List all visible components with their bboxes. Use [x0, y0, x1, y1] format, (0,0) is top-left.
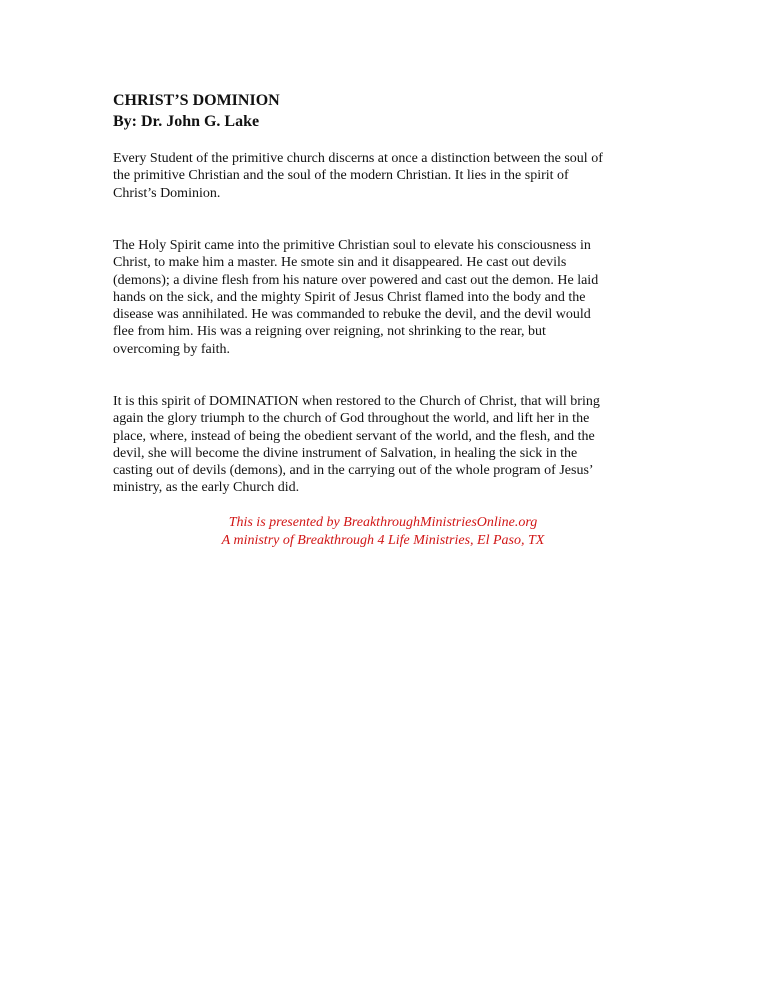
- paragraph-line: disease was annihilated. He was commanded to rebuke the devil, and the devil would: [113, 307, 591, 323]
- paragraph-line: place, where, instead of being the obedient servant of the world, and the flesh, and the: [113, 428, 595, 444]
- paragraph-line: the primitive Christian and the soul of the modern Christian. It lies in the spirit of: [113, 168, 569, 184]
- paragraph-line: casting out of devils (demons), and in the carrying out of the whole program of Jesus’: [113, 463, 594, 479]
- paragraph-line: Every Student of the primitive church discerns at once a distinction between the soul of: [113, 151, 603, 166]
- paragraph-line: ministry, as the early Church did.: [113, 480, 300, 496]
- paragraph-line: Christ, to make him a master. He smote sin and it disappeared. He cast out devils: [113, 255, 567, 271]
- paragraph-line: again the glory triumph to the church of God throughout the world, and lift her in the: [113, 411, 590, 427]
- footer-credit: [113, 514, 653, 549]
- paragraph-line: overcoming by faith.: [113, 341, 231, 357]
- paragraph-3: [113, 393, 653, 497]
- paragraph-line: hands on the sick, and the mighty Spirit of Jesus Christ flamed into the body and the: [113, 289, 586, 305]
- paragraph-2: [113, 237, 653, 358]
- paragraph-line: The Holy Spirit came into the primitive Christian soul to elevate his consciousness in: [113, 238, 591, 253]
- footer-line-website: This is presented by BreakthroughMinistriesOnline.org: [228, 515, 538, 530]
- paragraph-line: flee from him. His was a reigning over reigning, not shrinking to the rear, but: [113, 324, 546, 340]
- paragraph-line: (demons); a divine flesh from his nature over powered and cast out the demon. He laid: [113, 272, 599, 288]
- paragraph-1: [113, 150, 653, 202]
- paragraph-line: It is this spirit of DOMINATION when restored to the Church of Christ, that will bring: [113, 394, 600, 409]
- paragraph-line: Christ’s Dominion.: [113, 185, 221, 201]
- document-title: CHRIST’S DOMINION: [113, 92, 280, 109]
- paragraph-line: devil, she will become the divine instrument of Salvation, in healing the sick in the: [113, 445, 578, 461]
- document-author: By: Dr. John G. Lake: [113, 113, 260, 130]
- footer-line-ministry: A ministry of Breakthrough 4 Life Ministries, El Paso, TX: [221, 532, 545, 548]
